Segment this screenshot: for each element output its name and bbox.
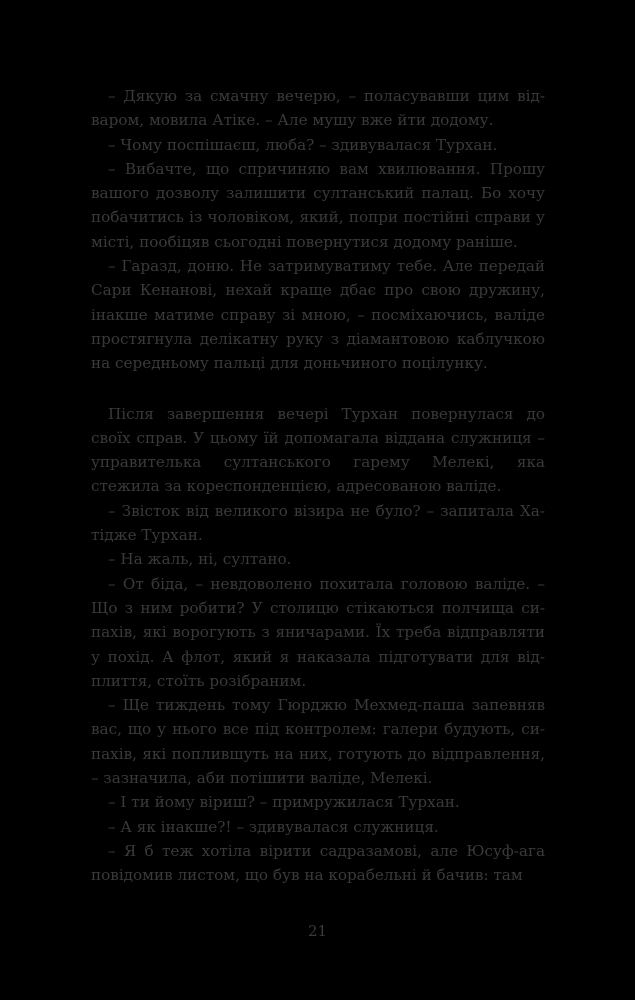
paragraph: Після завершення вечері Турхан повернулася до своїх справ. У цьому їй допомагала віддана служниця – управителька султанського гарему Мелекі, яка стежила за кореспонденцією, адресованою валіде.	[91, 404, 545, 496]
paragraph: – А як інакше?! – здивувалася служниця.	[108, 817, 439, 836]
paragraph: – Гаразд, доню. Не затримуватиму тебе. Але передай Сари Кенанові, нехай краще дбає про свою дружину, інакше матиме справу зі мною, – посміхаючись, валіде простягнула делікатну руку з діамантовою каблучкою на середньому пальці для доньчиного поцілунку.	[91, 257, 545, 373]
paragraph: – Ще тиждень тому Гюрджю Мехмед-паша запевняв вас, що у нього все під контролем: галери будують, сипахів, які поплившуть на них, готують до відправлення, – зазначила, аби потішити валіде, Мелекі.	[91, 696, 545, 788]
paragraph: – Дякую за смачну вечерю, – поласувавши цим відваром, мовила Атіке. – Але мушу вже йти додому.	[91, 87, 545, 130]
paragraph: – От біда, – невдоволено похитала головою валіде. – Що з ним робити? У столицю стікаються полчища сипахів, які ворогують з яничарами. Їх треба відправляти у похід. А флот, який я наказала підготувати для відплиття, стоїть розібраним.	[91, 574, 545, 690]
paragraph: – І ти йому віриш? – примружилася Турхан.	[108, 793, 460, 812]
paragraph: – На жаль, ні, султано.	[108, 550, 292, 569]
body-text	[91, 84, 545, 888]
page-number: 21	[307, 922, 328, 940]
section-break	[91, 376, 545, 402]
paragraph: – Звісток від великого візира не було? – запитала Хатідже Турхан.	[91, 501, 545, 545]
paragraph: – Чому поспішаєш, люба? – здивувалася Турхан.	[108, 135, 498, 154]
paragraph: – Я б теж хотіла вірити садразамові, але Юсуф-ага повідомив листом, що був на корабельні й бачив: там	[91, 841, 545, 885]
paragraph: – Вибачте, що спричиняю вам хвилювання. Прошу вашого дозволу залишити султанський палац. Бо хочу побачитись із чоловіком, який, попри постійні справи у місті, пообіцяв сьогодні повернутися додому раніше.	[91, 159, 545, 251]
